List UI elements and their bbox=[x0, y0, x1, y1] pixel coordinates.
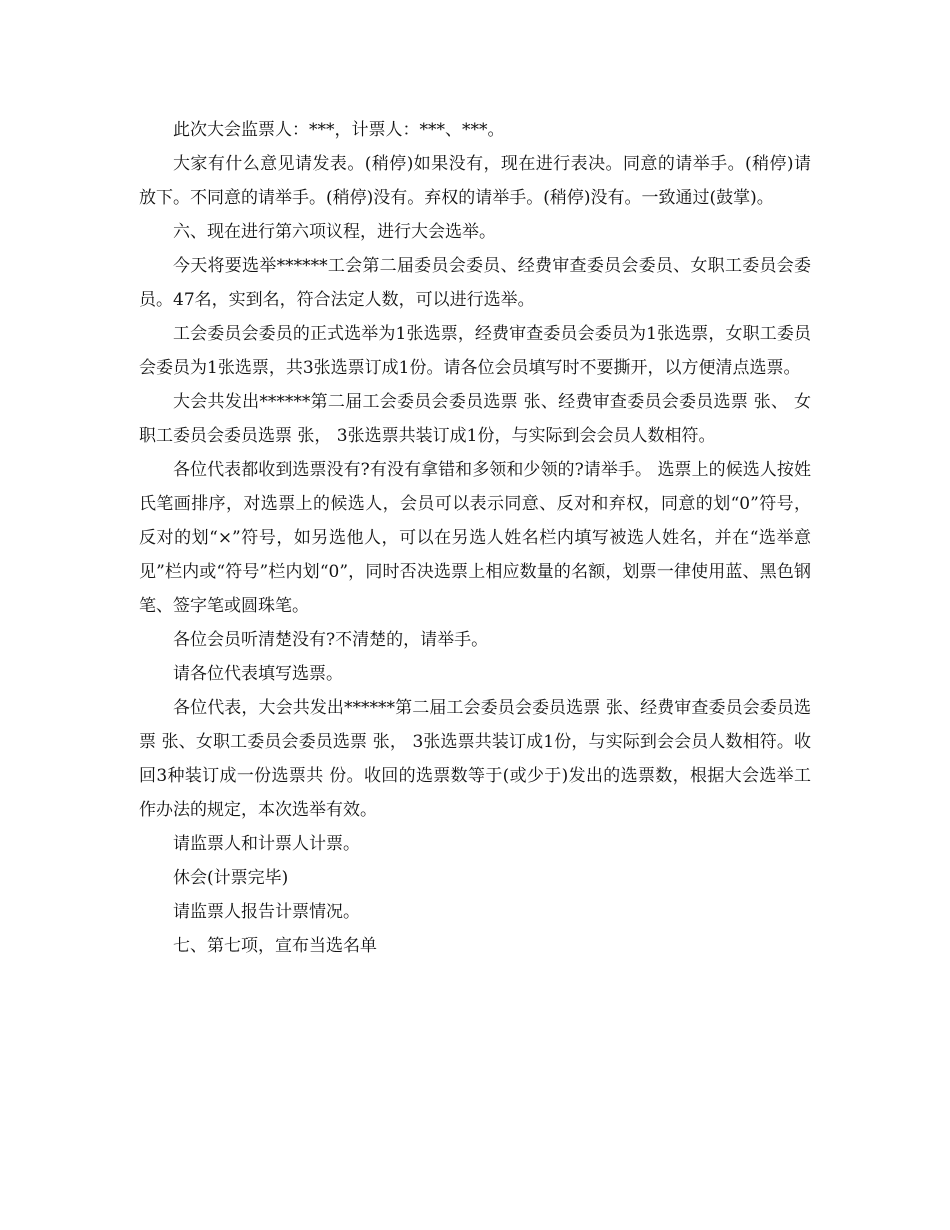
paragraph-recess: 休会(计票完毕) bbox=[173, 868, 289, 888]
paragraph-agenda-six: 六、现在进行第六项议程，进行大会选举。 bbox=[173, 222, 496, 242]
paragraph-election-intro: 今天将要选举******工会第二届委员会委员、经费审查委员会委员、女职工委员会委员。47名，实到名，符合法定人数，可以进行选举。 bbox=[139, 256, 811, 310]
paragraph-count-votes: 请监票人和计票人计票。 bbox=[173, 834, 360, 854]
paragraph-ballots-issued: 大会共发出******第二届工会委员会委员选票 张、经费审查委员会委员选票 张、 女职工委员会委员选票 张， 3张选票共装订成1份，与实际到会会员人数相符。 bbox=[139, 392, 811, 446]
paragraph-vote-procedure: 大家有什么意见请发表。(稍停)如果没有，现在进行表决。同意的请举手。(稍停)请放下。不同意的请举手。(稍停)没有。弃权的请举手。(稍停)没有。一致通过(鼓掌)。 bbox=[139, 154, 811, 208]
paragraph-ballot-format: 工会委员会委员的正式选举为1张选票，经费审查委员会委员为1张选票，女职工委员会委员为1张选票，共3张选票订成1份。请各位会员填写时不要撕开，以方便清点选票。 bbox=[139, 324, 811, 378]
paragraph-questions: 各位会员听清楚没有?不清楚的，请举手。 bbox=[173, 630, 489, 650]
paragraph-agenda-seven: 七、第七项，宣布当选名单 bbox=[173, 936, 377, 956]
paragraph-ballots-collected: 各位代表，大会共发出******第二届工会委员会委员选票 张、经费审查委员会委员选票 张、女职工委员会委员选票 张， 3张选票共装订成1份，与实际到会会员人数相符。收回3种装订成一份选票共 份。收回的选票数等于(或少于)发出的选票数，根据大会选举工作办法的规定，本次选举有效。 bbox=[139, 698, 811, 820]
paragraph-fill-ballots: 请各位代表填写选票。 bbox=[173, 664, 343, 684]
document-body bbox=[139, 113, 811, 963]
paragraph-report-count: 请监票人报告计票情况。 bbox=[173, 902, 360, 922]
paragraph-voting-rules: 各位代表都收到选票没有?有没有拿错和多领和少领的?请举手。 选票上的候选人按姓氏笔画排序，对选票上的候选人，会员可以表示同意、反对和弃权，同意的划“0”符号，反对的划“×”符号，如另选他人，可以在另选人姓名栏内填写被选人姓名，并在“选举意见”栏内或“符号”栏内划“0”，同时否决选票上相应数量的名额，划票一律使用蓝、黑色钢笔、签字笔或圆珠笔。 bbox=[139, 460, 811, 616]
paragraph-tellers: 此次大会监票人：***，计票人：***、***。 bbox=[173, 120, 505, 140]
